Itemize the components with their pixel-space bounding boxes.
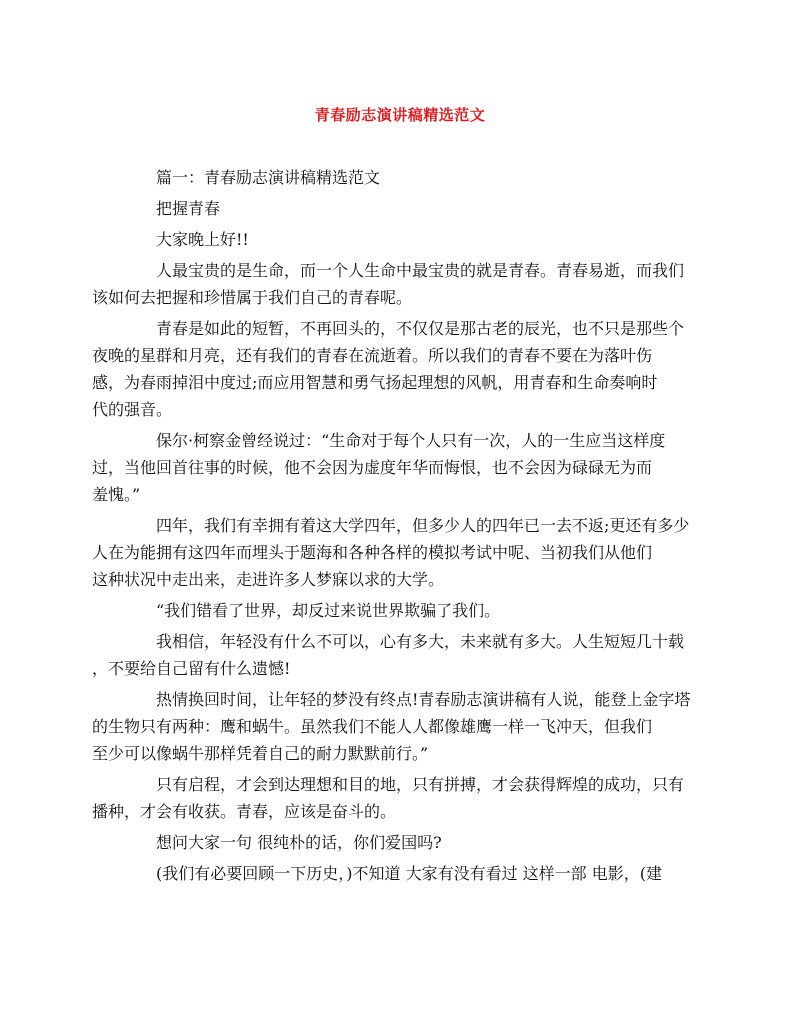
paragraph [124, 860, 680, 887]
paragraph-line: (我们有必要回顾一下历史，)不知道 大家有没有看过 这样一部 电影，(建 [156, 864, 662, 883]
paragraph-line: 青春是如此的短暂，不再回头的，不仅仅是那古老的辰光，也不只是那些个 [156, 319, 685, 338]
paragraph-line: 大家晚上好!! [156, 230, 249, 249]
paragraph [92, 512, 690, 593]
paragraph-line: 代的强音。 [92, 400, 173, 419]
paragraph [92, 427, 680, 508]
paragraph-line: 想问大家一句 很纯朴的话，你们爱国吗? [156, 833, 442, 852]
paragraph-line: 篇一：青春励志演讲稿精选范文 [156, 168, 381, 187]
document-title: 青春励志演讲稿精选范文 [314, 106, 486, 124]
paragraph-line: 热情换回时间，让年轻的梦没有终点!青春励志演讲稿有人说，能登上金字塔 [156, 690, 691, 709]
paragraph-line: 过，当他回首往事的时候，他不会因为虚度年华而悔恨，也不会因为碌碌无为而 [92, 458, 653, 477]
paragraph [124, 195, 680, 222]
paragraph-line: 保尔·柯察金曾经说过：“生命对于每个人只有一次，人的一生应当这样度 [156, 431, 666, 450]
paragraph-line: 只有启程，才会到达理想和目的地，只有拼搏，才会获得辉煌的成功，只有 [156, 775, 685, 794]
paragraph [124, 829, 680, 856]
paragraph [124, 597, 680, 624]
paragraph-line: 四年，我们有幸拥有着这大学四年，但多少人的四年已一去不返;更还有多少 [156, 516, 690, 535]
paragraph [92, 628, 685, 682]
paragraph-line: 我相信，年轻没有什么不可以，心有多大，未来就有多大。人生短短几十载 [156, 632, 685, 651]
paragraph-line: 至少可以像蜗牛那样凭着自己的耐力默默前行。” [92, 744, 429, 763]
paragraph-line: 把握青春 [156, 199, 221, 218]
paragraph-line: 感，为春雨掉泪中度过;而应用智慧和勇气扬起理想的风帆，用青春和生命奏响时 [92, 373, 658, 392]
paragraph-line: 该如何去把握和珍惜属于我们自己的青春呢。 [92, 288, 413, 307]
paragraph [124, 164, 680, 191]
paragraph-line: “我们错看了世界，却反过来说世界欺骗了我们。 [156, 601, 501, 620]
paragraph-line: 播种，才会有收获。青春，应该是奋斗的。 [92, 802, 397, 821]
paragraph [92, 257, 685, 311]
paragraph-line: 人在为能拥有这四年而埋头于题海和各种各样的模拟考试中呢、当初我们从他们 [92, 543, 653, 562]
paragraph-line: 人最宝贵的是生命，而一个人生命中最宝贵的就是青春。青春易逝，而我们 [156, 261, 685, 280]
paragraph-line: ，不要给自己留有什么遗憾! [92, 659, 291, 678]
paragraph-line: 羞愧。” [92, 485, 141, 504]
paragraph [92, 771, 685, 825]
paragraph-line: 这种状况中走出来，走进许多人梦寐以求的大学。 [92, 570, 445, 589]
paragraph [92, 686, 691, 767]
paragraph [92, 315, 685, 423]
document-body [92, 164, 691, 891]
paragraph [124, 226, 680, 253]
paragraph-line: 夜晚的星群和月亮，还有我们的青春在流逝着。所以我们的青春不要在为落叶伤 [92, 346, 653, 365]
paragraph-line: 的生物只有两种：鹰和蜗牛。虽然我们不能人人都像雄鹰一样一飞冲天，但我们 [92, 717, 653, 736]
